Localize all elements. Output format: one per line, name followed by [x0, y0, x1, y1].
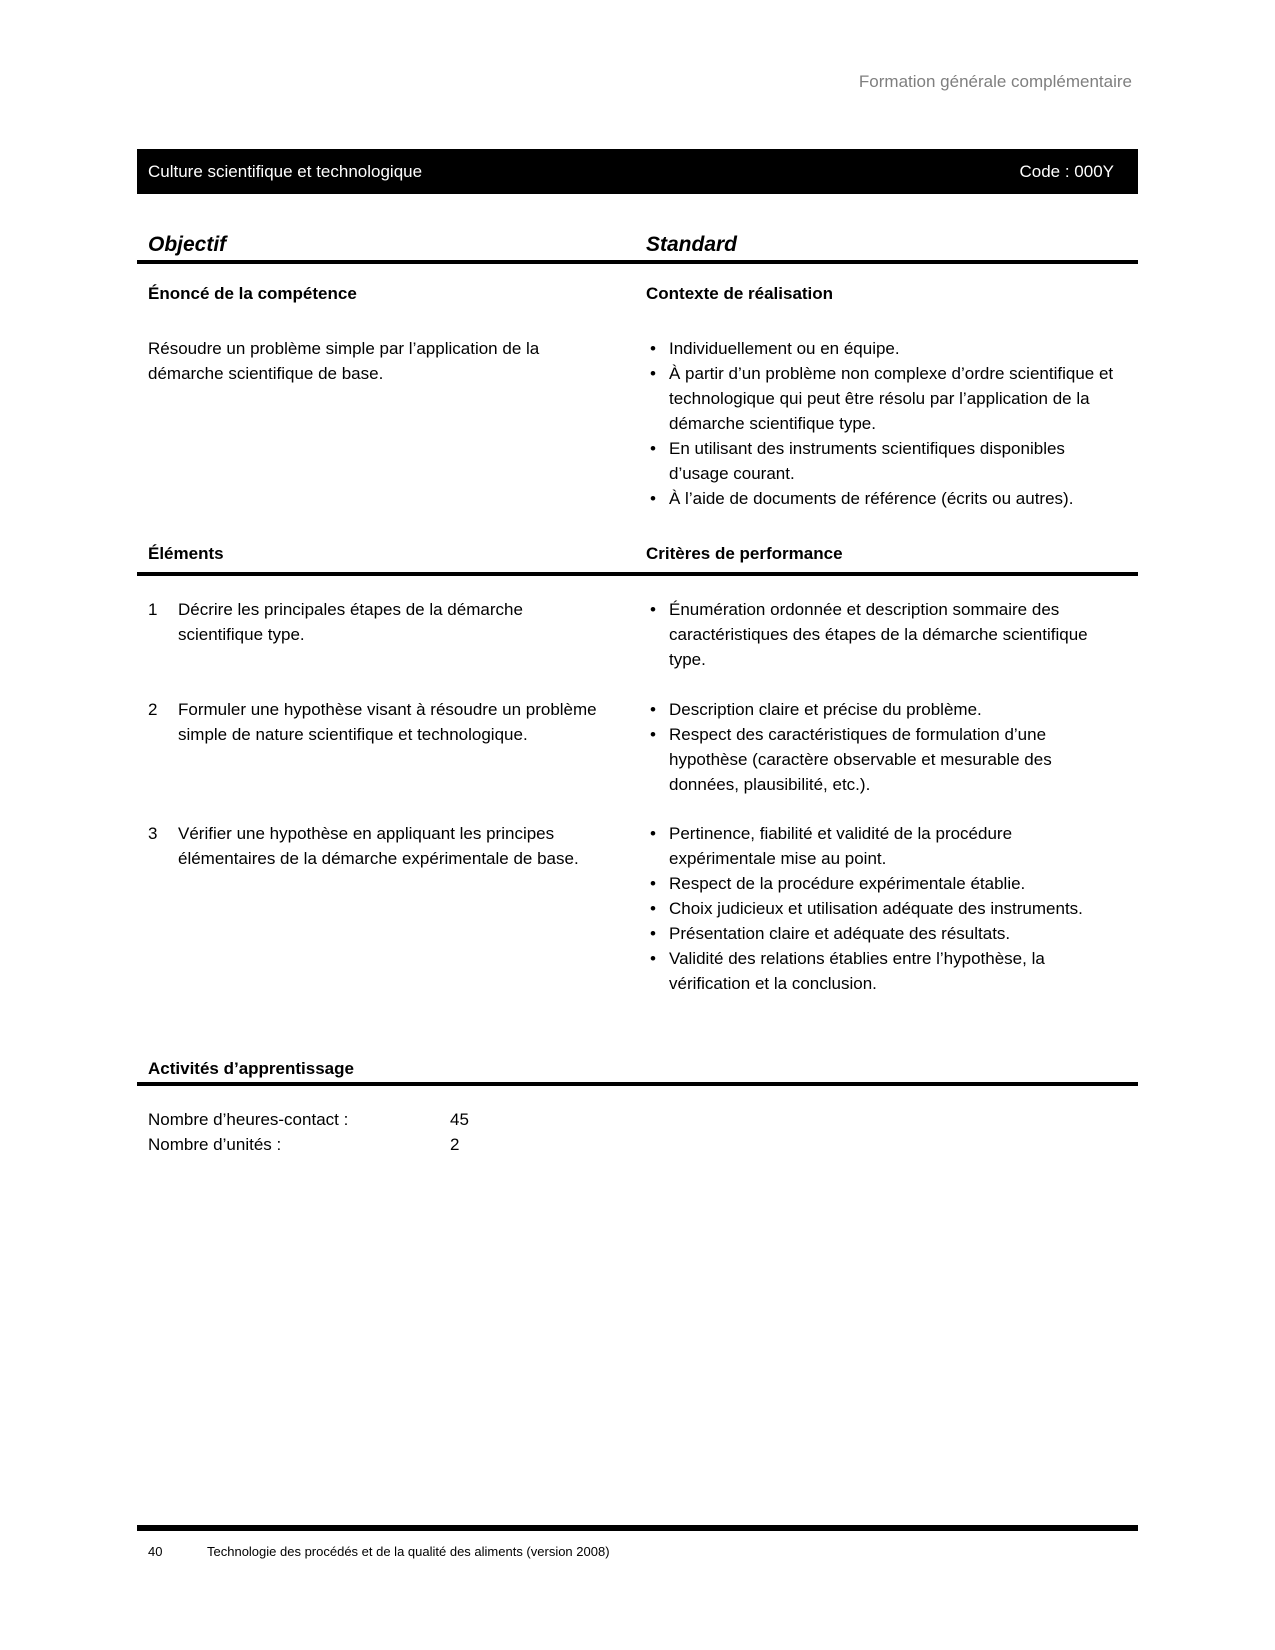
bullet-icon: • — [650, 439, 656, 458]
bullet-icon: • — [650, 725, 656, 744]
list-item — [646, 697, 1138, 722]
criteres-heading: Critères de performance — [646, 544, 843, 563]
bullet-icon: • — [650, 899, 656, 918]
criteres-bullet-list — [646, 821, 1138, 1021]
hours-row — [148, 1107, 1138, 1132]
activites-heading-rule — [137, 1058, 1138, 1086]
bullet-text: Validité des relations établies entre l’hypothèse, la vérification et la conclusion. — [669, 949, 1045, 993]
bullet-icon: • — [650, 339, 656, 358]
section-headings-rule — [137, 232, 1138, 264]
list-item — [646, 597, 1138, 672]
bullet-text: Présentation claire et adéquate des résultats. — [669, 924, 1011, 943]
element-number: 2 — [148, 700, 158, 719]
bullet-text: À l’aide de documents de référence (écrits ou autres). — [669, 489, 1074, 508]
bullet-text: Énumération ordonnée et description sommaire des caractéristiques des étapes de la démarche scientifique type. — [669, 600, 1088, 669]
bullet-text: Choix judicieux et utilisation adéquate des instruments. — [669, 899, 1083, 918]
list-item — [646, 821, 1138, 871]
list-item — [646, 921, 1138, 946]
objectif-heading: Objectif — [148, 233, 227, 256]
bullet-text: Individuellement ou en équipe. — [669, 339, 900, 358]
bullet-icon: • — [650, 364, 656, 383]
element-text: Décrire les principales étapes de la démarche scientifique type. — [178, 600, 523, 644]
running-header-text: Formation générale complémentaire — [858, 72, 1132, 91]
element-item — [148, 821, 646, 1021]
hours-value: 45 — [450, 1110, 469, 1129]
hours-label: Nombre d’heures-contact : — [148, 1110, 349, 1129]
units-row — [148, 1132, 1138, 1157]
contexte-bullet-list — [646, 336, 1138, 511]
bullet-text: Respect des caractéristiques de formulation d’une hypothèse (caractère observable et mesurable des données, plausibilité, etc.). — [669, 725, 1052, 794]
element-number: 1 — [148, 600, 158, 619]
footer-text: Technologie des procédés et de la qualité des aliments (version 2008) — [207, 1544, 610, 1559]
bullet-icon: • — [650, 949, 656, 968]
course-title: Culture scientifique et technologique — [148, 161, 423, 181]
running-header — [137, 0, 1132, 92]
element-row-2 — [137, 697, 1138, 797]
list-item — [646, 336, 1138, 361]
course-stats — [137, 1107, 1138, 1157]
list-item — [646, 486, 1138, 511]
units-label: Nombre d’unités : — [148, 1135, 282, 1154]
subheadings-row — [137, 283, 1138, 305]
course-code: Code : 000Y — [1019, 161, 1114, 181]
element-item — [148, 697, 646, 797]
course-title-bar — [137, 149, 1138, 194]
list-item — [646, 871, 1138, 896]
enonce-heading: Énoncé de la compétence — [148, 284, 357, 303]
bullet-text: À partir d’un problème non complexe d’ordre scientifique et technologique qui peut être résolu par l’application de la démarche scientifique type. — [669, 364, 1114, 433]
bullet-text: Description claire et précise du problème. — [669, 700, 982, 719]
element-row-3 — [137, 821, 1138, 1021]
element-number: 3 — [148, 824, 158, 843]
bullet-icon: • — [650, 489, 656, 508]
list-item — [646, 896, 1138, 921]
criteres-bullet-list — [646, 697, 1138, 797]
competence-context-row — [137, 336, 1138, 511]
activites-heading: Activités d’apprentissage — [148, 1059, 354, 1078]
bullet-icon: • — [650, 824, 656, 843]
bullet-text: Pertinence, fiabilité et validité de la procédure expérimentale mise au point. — [669, 824, 1013, 868]
units-value: 2 — [450, 1135, 460, 1154]
page-number: 40 — [148, 1544, 163, 1559]
contexte-heading: Contexte de réalisation — [646, 284, 834, 303]
bullet-icon: • — [650, 924, 656, 943]
element-item — [148, 597, 646, 672]
elements-heading: Éléments — [148, 544, 224, 563]
standard-heading: Standard — [646, 233, 738, 256]
bullet-icon: • — [650, 700, 656, 719]
bullet-text: En utilisant des instruments scientifiques disponibles d’usage courant. — [669, 439, 1065, 483]
list-item — [646, 946, 1138, 996]
element-row-1 — [137, 597, 1138, 672]
list-item — [646, 361, 1138, 436]
list-item — [646, 436, 1138, 486]
list-item — [646, 722, 1138, 797]
bullet-icon: • — [650, 874, 656, 893]
element-text: Formuler une hypothèse visant à résoudre un problème simple de nature scientifique et technologique. — [178, 700, 597, 744]
element-text: Vérifier une hypothèse en appliquant les principes élémentaires de la démarche expérimentale de base. — [178, 824, 579, 868]
elements-headings-rule — [137, 543, 1138, 576]
bullet-text: Respect de la procédure expérimentale établie. — [669, 874, 1026, 893]
page-footer — [137, 1525, 1138, 1560]
criteres-bullet-list — [646, 597, 1138, 672]
enonce-text: Résoudre un problème simple par l’application de la démarche scientifique de base. — [148, 339, 540, 383]
bullet-icon: • — [650, 600, 656, 619]
